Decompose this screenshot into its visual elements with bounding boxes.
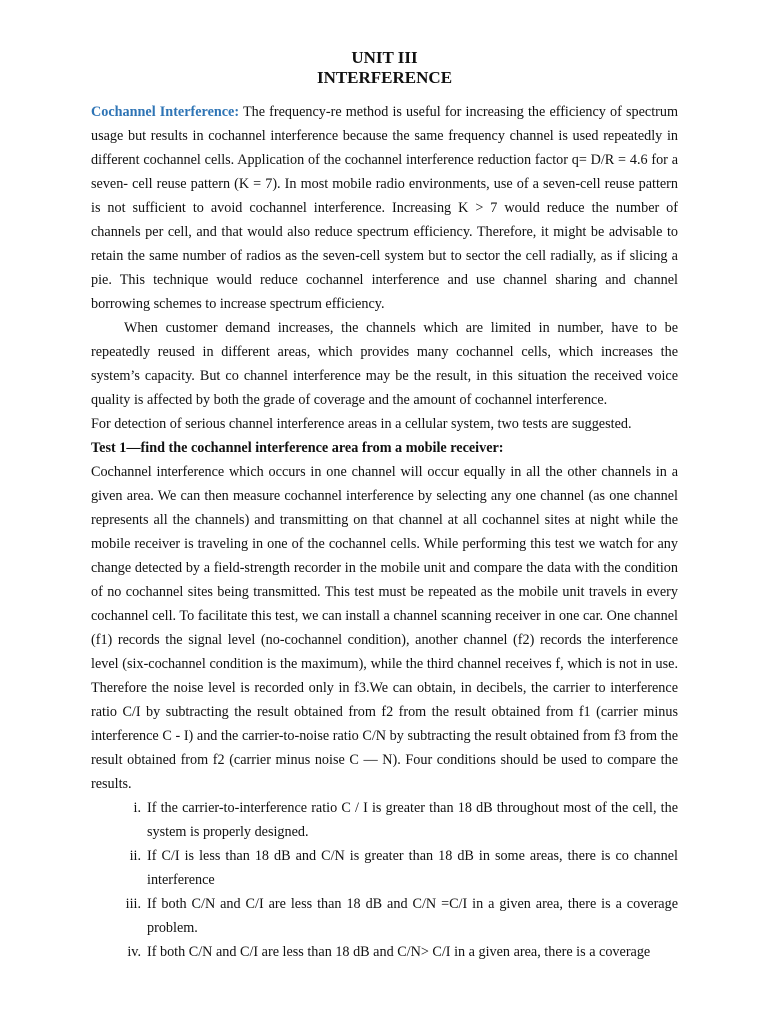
intro-text: The frequency-re method is useful for increasing the efficiency of spectrum usage but results in cochannel interference because the same frequency channel is used repeatedly in different cochannel cells. Application of the cochannel interference reduction factor q= D/R = 4.6 for a seven- cell reuse pattern (K = 7). In most mobile radio environments, use of a seven-cell reuse pattern is not sufficient to avoid cochannel interference. Increasing K > 7 would reduce the number of channels per cell, and that would also reduce spectrum efficiency. Therefore, it might be advisable to retain the same number of radios as the seven-cell system but to sector the cell radially, as if slicing a pie. This technique would reduce cochannel interference and use channel sharing and channel borrowing schemes to increase spectrum efficiency. [91, 104, 678, 312]
document-page [91, 48, 678, 964]
list-item-text: If C/I is less than 18 dB and C/N is greater than 18 dB in some areas, there is co channel interference [147, 848, 678, 888]
list-item-number: i. [133, 800, 141, 816]
unit-title: UNIT III [351, 48, 418, 67]
topic-title: INTERFERENCE [316, 68, 453, 87]
demand-paragraph: When customer demand increases, the channels which are limited in number, have to be repeatedly reused in different areas, which provides many cochannel cells, which increases the system’s capacity. But co channel interference may be the result, in this situation the received voice quality is affected by both the grade of coverage and the amount of cochannel interference. [91, 320, 678, 408]
list-item [91, 844, 678, 892]
list-item-text: If the carrier-to-interference ratio C / I is greater than 18 dB throughout most of the cell, the system is properly designed. [147, 800, 678, 840]
list-item-number: iii. [125, 896, 141, 912]
list-item [91, 892, 678, 940]
list-item [91, 940, 678, 964]
list-item [91, 796, 678, 844]
list-item-number: iv. [127, 944, 141, 960]
intro-paragraph [91, 100, 678, 316]
test1-body: Cochannel interference which occurs in one channel will occur equally in all the other channels in a given area. We can then measure cochannel interference by selecting any one channel (as one channel represents all the channels) and transmitting on that channel at all cochannel sites at night while the mobile receiver is traveling in one of the cochannel cells. While performing this test we watch for any change detected by a field-strength recorder in the mobile unit and compare the data with the condition of no cochannel sites being transmitted. This test must be repeated as the mobile unit travels in every cochannel cell. To facilitate this test, we can install a channel scanning receiver in one car. One channel (f1) records the signal level (no-cochannel condition), another channel (f2) records the interference level (six-cochannel condition is the maximum), while the third channel receives f, which is not in use. Therefore the noise level is recorded only in f3.We can obtain, in decibels, the carrier to interference ratio C/I by subtracting the result obtained from f2 from the result obtained from f1 (carrier minus interference C - I) and the carrier-to-noise ratio C/N by subtracting the result obtained from f3 from the result obtained from f2 (carrier minus noise C — N). Four conditions should be used to compare the results. [91, 464, 678, 792]
test1-heading: Test 1—find the cochannel interference area from a mobile receiver: [91, 440, 504, 456]
list-item-number: ii. [129, 848, 141, 864]
cochannel-interference-label: Cochannel Interference: [91, 104, 240, 120]
conditions-list [91, 796, 678, 964]
list-item-text: If both C/N and C/I are less than 18 dB and C/N> C/I in a given area, there is a coverage [147, 944, 651, 960]
list-item-text: If both C/N and C/I are less than 18 dB and C/N =C/I in a given area, there is a coverage problem. [147, 896, 678, 936]
detection-paragraph: For detection of serious channel interference areas in a cellular system, two tests are suggested. [91, 416, 632, 432]
document-heading [91, 48, 678, 88]
